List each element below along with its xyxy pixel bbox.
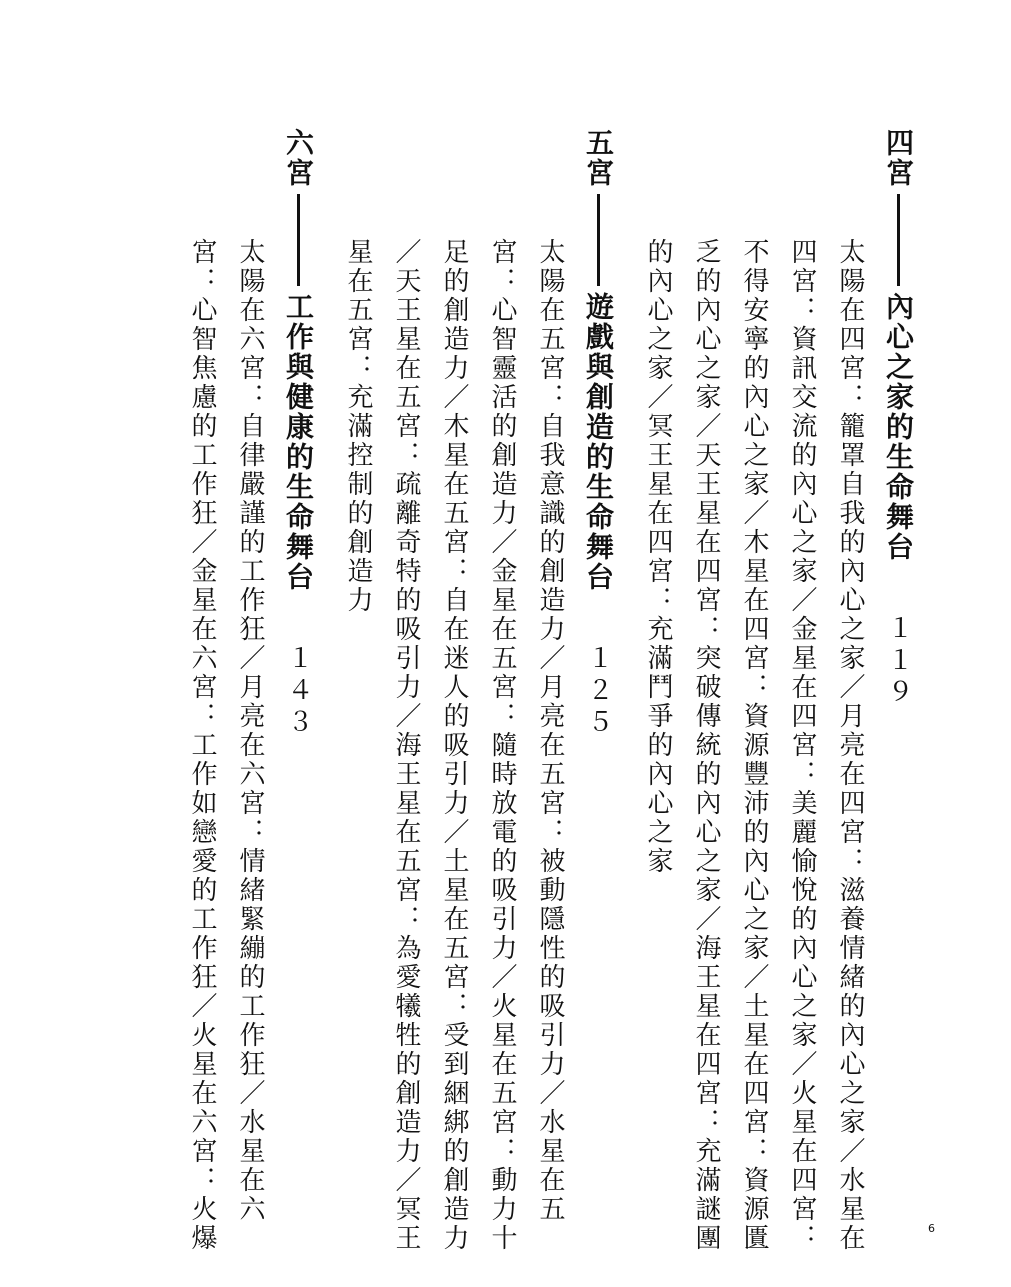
text-column: 太陽在四宮：籠罩自我的內心之家／月亮在四宮：滋養情緒的內心之家／水星在 xyxy=(835,238,865,1253)
section-title: 遊戲與創造的生命舞台 xyxy=(582,292,615,592)
section-page-number: １４３ xyxy=(283,644,313,740)
section-label: 五宮 xyxy=(582,128,615,188)
text-column: 太陽在六宮：自律嚴謹的工作狂／月亮在六宮：情緒緊繃的工作狂／水星在六 xyxy=(235,238,265,1224)
page-number: 6 xyxy=(928,1222,935,1235)
section-heading-6 xyxy=(278,128,318,1128)
text-column: 足的創造力／木星在五宮：自在迷人的吸引力／土星在五宮：受到綑綁的創造力 xyxy=(439,238,469,1253)
text-column: 星在五宮：充滿控制的創造力 xyxy=(343,238,373,615)
heading-dash xyxy=(897,194,900,286)
text-column: 的內心之家／冥王星在四宮：充滿鬥爭的內心之家 xyxy=(643,238,673,876)
heading-dash xyxy=(597,194,600,286)
section-heading-4 xyxy=(878,128,918,1128)
text-column: 宮：心智焦慮的工作狂／金星在六宮：工作如戀愛的工作狂／火星在六宮：火爆 xyxy=(187,238,217,1253)
section-heading-5 xyxy=(578,128,618,1128)
section-label: 四宮 xyxy=(882,128,915,188)
section-page-number: １１９ xyxy=(883,614,913,710)
section-title: 工作與健康的生命舞台 xyxy=(282,292,315,592)
text-column: 宮：心智靈活的創造力／金星在五宮：隨時放電的吸引力／火星在五宮：動力十 xyxy=(487,238,517,1253)
section-label: 六宮 xyxy=(282,128,315,188)
text-column: 四宮：資訊交流的內心之家／金星在四宮：美麗愉悅的內心之家／火星在四宮： xyxy=(787,238,817,1253)
text-column: 不得安寧的內心之家／木星在四宮：資源豐沛的內心之家／土星在四宮：資源匱 xyxy=(739,238,769,1253)
text-column: 乏的內心之家／天王星在四宮：突破傳統的內心之家／海王星在四宮：充滿謎團 xyxy=(691,238,721,1253)
text-column: 太陽在五宮：自我意識的創造力／月亮在五宮：被動隱性的吸引力／水星在五 xyxy=(535,238,565,1224)
heading-dash xyxy=(297,194,300,286)
text-column: ／天王星在五宮：疏離奇特的吸引力／海王星在五宮：為愛犧牲的創造力／冥王 xyxy=(391,238,421,1253)
section-page-number: １２５ xyxy=(583,644,613,740)
section-title: 內心之家的生命舞台 xyxy=(882,292,915,562)
